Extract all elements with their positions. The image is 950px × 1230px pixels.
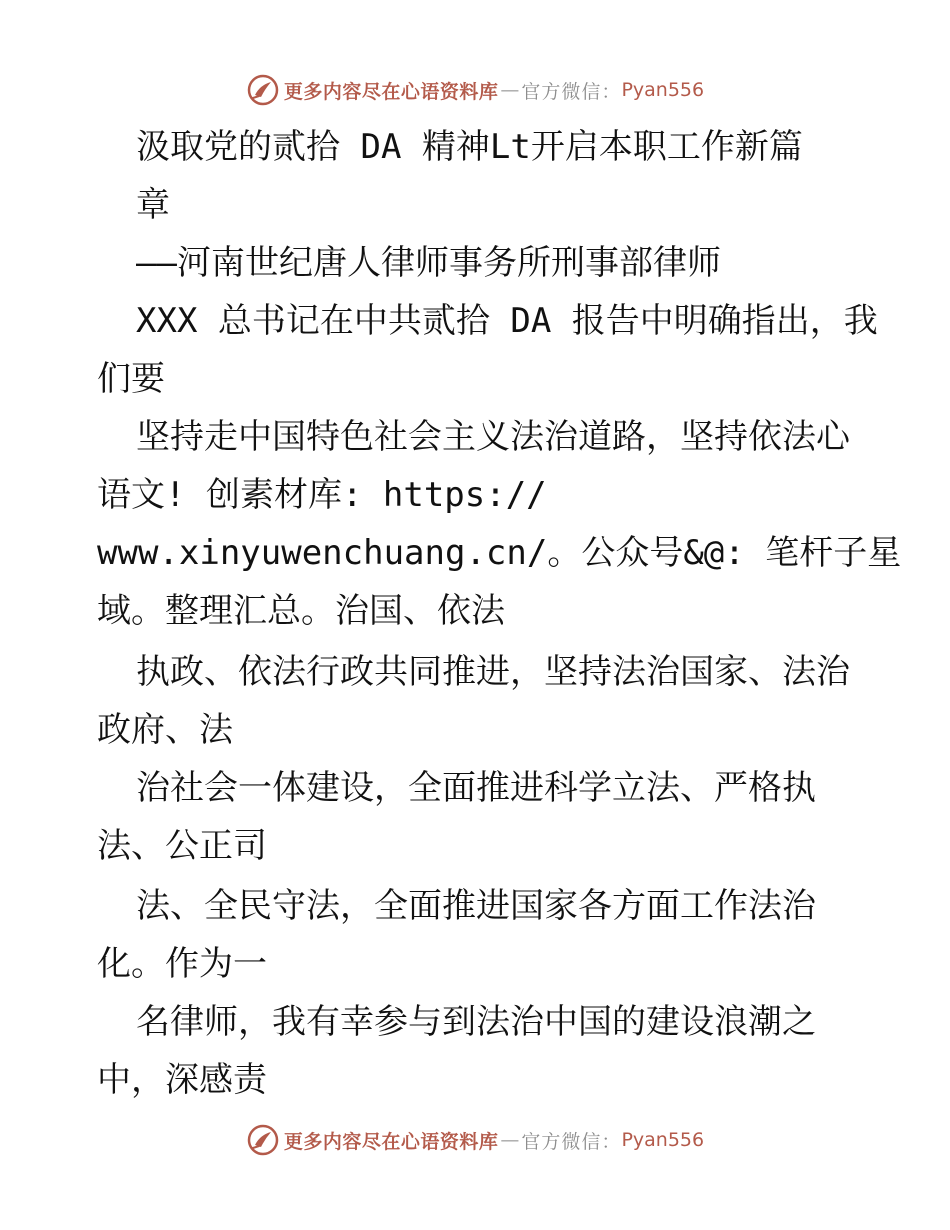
text-line: 语文! 创素材库: https:// bbox=[97, 475, 547, 515]
text-line: 治社会一体建设，全面推进科学立法、严格执 bbox=[136, 768, 816, 808]
footer-watermark bbox=[0, 1120, 950, 1160]
watermark-wechat-id: Pyan556 bbox=[621, 79, 705, 101]
text-line: www.xinyuwenchuang.cn/。公众号&@: 笔杆子星 bbox=[97, 533, 902, 573]
brush-circle-logo-icon bbox=[246, 1123, 280, 1157]
text-line: 政府、法 bbox=[97, 710, 233, 750]
text-line: 法、公正司 bbox=[97, 826, 267, 866]
text-line: 坚持走中国特色社会主义法治道路，坚持依法心 bbox=[136, 417, 850, 457]
watermark-separator: — bbox=[500, 1129, 520, 1151]
text-line: 名律师，我有幸参与到法治中国的建设浪潮之 bbox=[136, 1002, 816, 1042]
watermark-brand-text: 更多内容尽在心语资料库 bbox=[283, 80, 499, 103]
text-line: 域。整理汇总。治国、依法 bbox=[97, 591, 505, 631]
watermark-separator: — bbox=[500, 79, 520, 101]
text-line: 执政、依法行政共同推进，坚持法治国家、法治 bbox=[136, 652, 850, 692]
watermark-official-label: 官方微信： bbox=[521, 80, 622, 103]
watermark-brand-text: 更多内容尽在心语资料库 bbox=[283, 1130, 499, 1153]
watermark-official-label: 官方微信： bbox=[521, 1130, 622, 1153]
text-line: 们要 bbox=[97, 359, 165, 399]
text-line: 章 bbox=[136, 185, 170, 225]
text-line: 化。作为一 bbox=[97, 944, 267, 984]
watermark-wechat-id: Pyan556 bbox=[621, 1129, 705, 1151]
text-line: 汲取党的贰拾 DA 精神Lt开启本职工作新篇 bbox=[136, 127, 803, 167]
text-line: ——河南世纪唐人律师事务所刑事部律师 bbox=[136, 243, 721, 283]
brush-circle-logo-icon bbox=[246, 73, 280, 107]
text-line: 法、全民守法，全面推进国家各方面工作法治 bbox=[136, 886, 816, 926]
text-line: 中，深感责 bbox=[97, 1060, 267, 1100]
text-line: XXX 总书记在中共贰拾 DA 报告中明确指出，我 bbox=[136, 301, 878, 341]
header-watermark bbox=[0, 70, 950, 110]
